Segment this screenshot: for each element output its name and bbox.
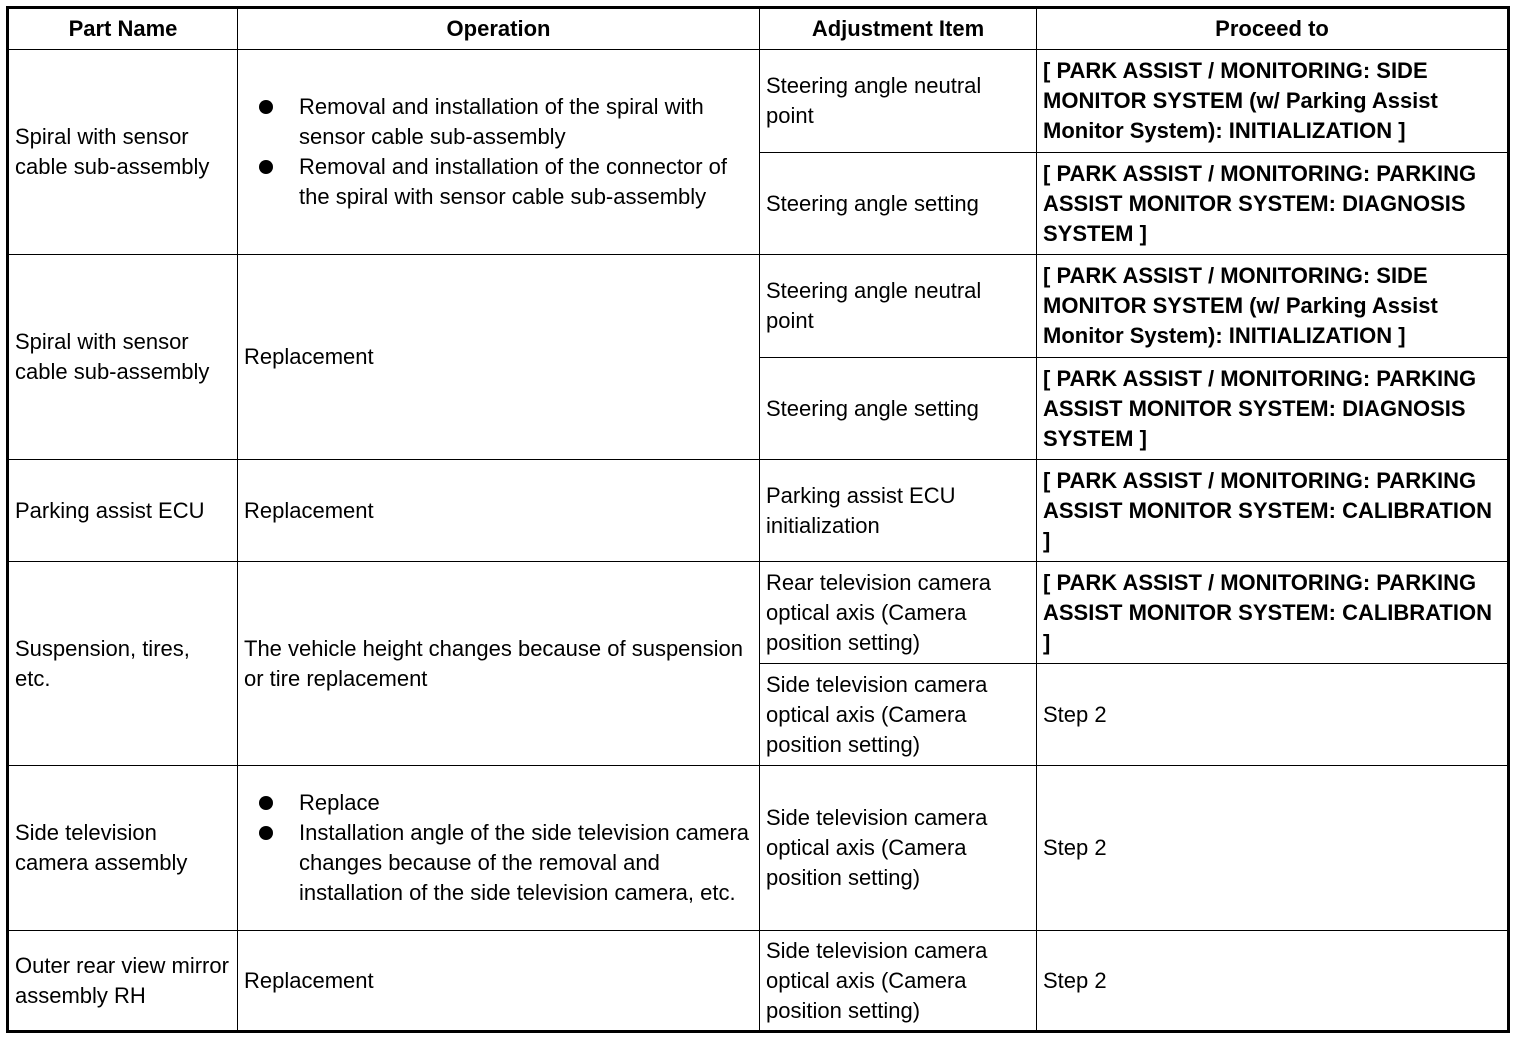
part-name-cell: Spiral with sensor cable sub-assembly [8, 255, 238, 460]
proceed-to-cell: [ PARK ASSIST / MONITORING: PARKING ASSIST MONITOR SYSTEM: DIAGNOSIS SYSTEM ] [1037, 153, 1509, 255]
table-row [8, 766, 1509, 931]
proceed-to-cell: Step 2 [1037, 931, 1509, 1032]
header-operation: Operation [238, 8, 760, 50]
operation-cell: Replacement [238, 255, 760, 460]
table-row [8, 562, 1509, 664]
adjustment-item-cell: Side television camera optical axis (Camera position setting) [760, 931, 1037, 1032]
proceed-to-cell: [ PARK ASSIST / MONITORING: PARKING ASSIST MONITOR SYSTEM: CALIBRATION ] [1037, 460, 1509, 562]
operation-cell: Replacement [238, 931, 760, 1032]
adjustment-item-cell: Parking assist ECU initialization [760, 460, 1037, 562]
table-row [8, 255, 1509, 358]
adjustment-item-cell: Steering angle setting [760, 358, 1037, 460]
adjustment-item-cell: Steering angle setting [760, 153, 1037, 255]
operation-bullet-list [244, 92, 753, 212]
part-name-cell: Spiral with sensor cable sub-assembly [8, 50, 238, 255]
part-name-cell: Side television camera assembly [8, 766, 238, 931]
adjustment-item-cell: Side television camera optical axis (Camera position setting) [760, 766, 1037, 931]
part-name-cell: Parking assist ECU [8, 460, 238, 562]
proceed-to-cell: [ PARK ASSIST / MONITORING: PARKING ASSIST MONITOR SYSTEM: CALIBRATION ] [1037, 562, 1509, 664]
operation-bullet-list [244, 788, 753, 908]
operation-cell [238, 50, 760, 255]
table-row [8, 931, 1509, 1032]
proceed-to-cell: [ PARK ASSIST / MONITORING: SIDE MONITOR SYSTEM (w/ Parking Assist Monitor System): INITIALIZATION ] [1037, 255, 1509, 358]
adjustment-item-cell: Side television camera optical axis (Camera position setting) [760, 664, 1037, 766]
proceed-to-cell: Step 2 [1037, 664, 1509, 766]
header-proceed-to: Proceed to [1037, 8, 1509, 50]
adjustment-table [6, 6, 1510, 1033]
header-row [8, 8, 1509, 50]
header-adjustment-item: Adjustment Item [760, 8, 1037, 50]
operation-cell: Replacement [238, 460, 760, 562]
part-name-cell: Suspension, tires, etc. [8, 562, 238, 766]
proceed-to-cell: [ PARK ASSIST / MONITORING: SIDE MONITOR SYSTEM (w/ Parking Assist Monitor System): INITIALIZATION ] [1037, 50, 1509, 153]
table-row [8, 50, 1509, 153]
header-part-name: Part Name [8, 8, 238, 50]
operation-bullet: Removal and installation of the connector of the spiral with sensor cable sub-assembly [254, 152, 753, 212]
operation-cell [238, 766, 760, 931]
adjustment-item-cell: Rear television camera optical axis (Camera position setting) [760, 562, 1037, 664]
proceed-to-cell: [ PARK ASSIST / MONITORING: PARKING ASSIST MONITOR SYSTEM: DIAGNOSIS SYSTEM ] [1037, 358, 1509, 460]
operation-bullet: Removal and installation of the spiral with sensor cable sub-assembly [254, 92, 753, 152]
part-name-cell: Outer rear view mirror assembly RH [8, 931, 238, 1032]
operation-cell: The vehicle height changes because of suspension or tire replacement [238, 562, 760, 766]
adjustment-item-cell: Steering angle neutral point [760, 255, 1037, 358]
proceed-to-cell: Step 2 [1037, 766, 1509, 931]
operation-bullet: Installation angle of the side television camera changes because of the removal and installation of the side television camera, etc. [254, 818, 753, 908]
table-row [8, 460, 1509, 562]
operation-bullet: Replace [254, 788, 753, 818]
adjustment-item-cell: Steering angle neutral point [760, 50, 1037, 153]
